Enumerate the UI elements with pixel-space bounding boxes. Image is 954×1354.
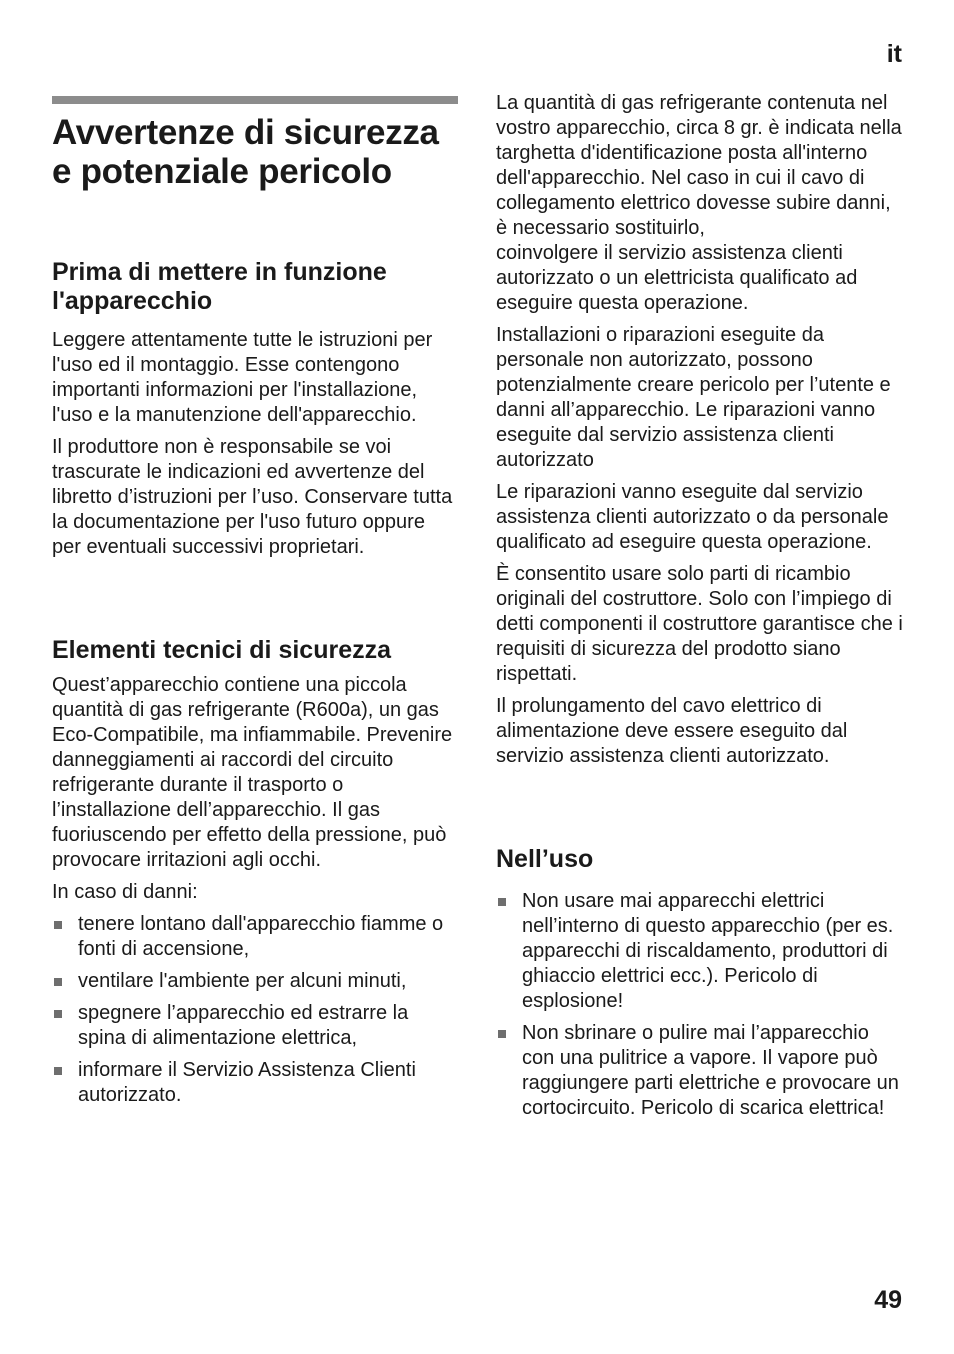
page-number: 49 bbox=[874, 1286, 902, 1314]
paragraph: In caso di danni: bbox=[52, 881, 198, 903]
paragraph: Installazioni o riparazioni eseguite da personale non autorizzato, possono potenzialmente creare pericolo per l’utente e danni all’apparecchio. Le riparazioni vanno eseguite dal servizio assistenza clienti autorizzato bbox=[496, 324, 891, 471]
list-item: ventilare l'ambiente per alcuni minuti, bbox=[52, 969, 458, 994]
list-item: informare il Servizio Assistenza Clienti autorizzato. bbox=[52, 1058, 458, 1108]
paragraph: Le riparazioni vanno eseguite dal servizio assistenza clienti autorizzato o da personale qualificato ad eseguire questa operazione. bbox=[496, 481, 889, 553]
paragraph: Leggere attentamente tutte le istruzioni per l'uso ed il montaggio. Esse contengono importanti informazioni per l'installazione, l'uso e la manutenzione dell'apparecchio. bbox=[52, 329, 433, 426]
page-title: Avvertenze di sicurezza e potenziale pericolo bbox=[52, 113, 439, 191]
section-safety-elements bbox=[52, 636, 458, 1108]
bullet-square-icon bbox=[498, 898, 506, 906]
section-before-use bbox=[52, 258, 458, 560]
list-item: spegnere l’apparecchio ed estrarre la spina di alimentazione elettrica, bbox=[52, 1001, 458, 1051]
paragraph: Quest’apparecchio contiene una piccola quantità di gas refrigerante (R600a), un gas Eco-Compatibile, ma infiammabile. Prevenire danneggiamenti ai raccordi del circuito refrigerante durante il trasporto o l’installazione dell’apparecchio. Il gas fuoriuscendo per effetto della pressione, può provocare irritazioni agli occhi. bbox=[52, 674, 453, 871]
bullet-square-icon bbox=[54, 1010, 62, 1018]
paragraph: Il produttore non è responsabile se voi trascurate le indicazioni ed avvertenze del libretto d’istruzioni per l’uso. Conservare tutta la documentazione per l'uso futuro oppure per eventuali successivi proprietari. bbox=[52, 436, 453, 558]
section-in-use bbox=[496, 845, 906, 1121]
paragraph: Il prolungamento del cavo elettrico di alimentazione deve essere eseguito dal servizio assistenza clienti autorizzato. bbox=[496, 695, 848, 767]
bullet-square-icon bbox=[54, 1067, 62, 1075]
right-column-text bbox=[496, 91, 906, 769]
list-item: Non sbrinare o pulire mai l’apparecchio con una pulitrice a vapore. Il vapore può raggiungere parti elettriche e provocare un cortocircuito. Pericolo di scarica elettrica! bbox=[496, 1021, 906, 1121]
bullet-square-icon bbox=[54, 921, 62, 929]
section-heading-before-use: Prima di mettere in funzione l'apparecchio bbox=[52, 258, 387, 315]
section-heading-in-use: Nell’uso bbox=[496, 845, 594, 873]
title-rule bbox=[52, 96, 458, 104]
language-code: it bbox=[886, 40, 902, 68]
damage-list bbox=[52, 912, 458, 1108]
section-heading-safety-elements: Elementi tecnici di sicurezza bbox=[52, 636, 392, 664]
paragraph: coinvolgere il servizio assistenza clienti autorizzato o un elettricista qualificato ad eseguire questa operazione. bbox=[496, 242, 858, 314]
bullet-square-icon bbox=[498, 1030, 506, 1038]
in-use-list bbox=[496, 889, 906, 1121]
paragraph: La quantità di gas refrigerante contenuta nel vostro apparecchio, circa 8 gr. è indicata nella targhetta d'identificazione posta all'interno dell'apparecchio. Nel caso in cui il cavo di collegamento elettrico dovesse subire danni, è necessario sostituirlo, bbox=[496, 92, 902, 239]
list-item: Non usare mai apparecchi elettrici nell’interno di questo apparecchio (per es. apparecchi di riscaldamento, produttori di ghiaccio elettrici ecc.). Pericolo di esplosione! bbox=[496, 889, 906, 1014]
bullet-square-icon bbox=[54, 978, 62, 986]
list-item: tenere lontano dall'apparecchio fiamme o fonti di accensione, bbox=[52, 912, 458, 962]
paragraph: È consentito usare solo parti di ricambio originali del costruttore. Solo con l’impiego di detti componenti il costruttore garantisce che i requisiti di sicurezza del prodotto siano rispettati. bbox=[496, 563, 903, 685]
